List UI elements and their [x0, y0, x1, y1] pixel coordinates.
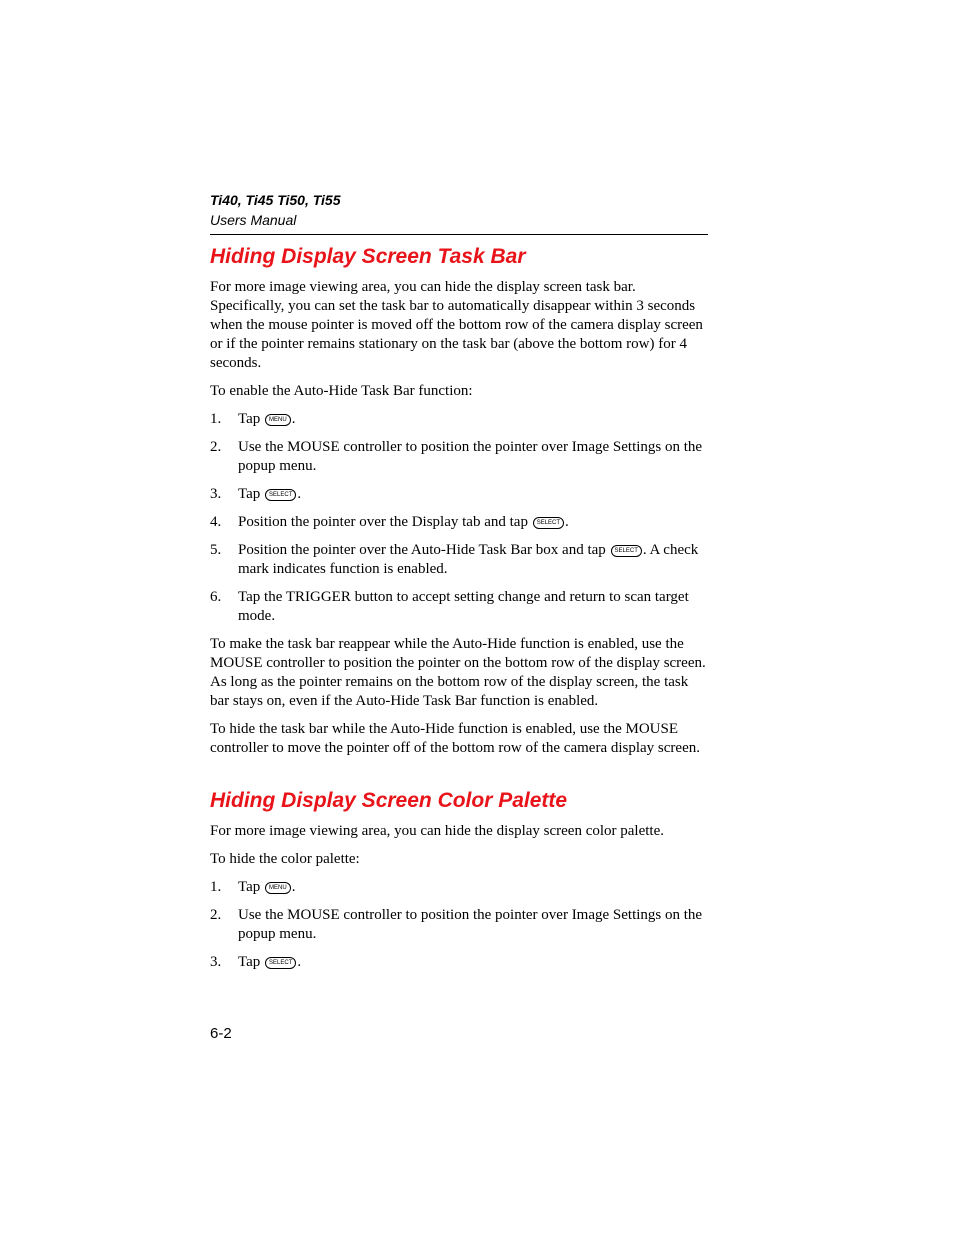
section-title-task-bar: Hiding Display Screen Task Bar: [210, 245, 526, 268]
list-item: 1. Tap MENU .: [210, 879, 296, 895]
color-palette-steps: [210, 878, 708, 972]
model-title: Ti40, Ti45 Ti50, Ti55: [210, 192, 341, 208]
color-palette-lead: To hide the color palette:: [210, 851, 360, 867]
menu-button-icon: MENU: [265, 882, 291, 894]
select-button-icon: SELECT: [533, 517, 564, 529]
list-item: 6. Tap the TRIGGER button to accept setting change and return to scan target mode.: [210, 589, 689, 624]
task-bar-steps: [210, 410, 708, 626]
list-item: 3. Tap SELECT .: [210, 486, 302, 502]
task-bar-hide-paragraph: To hide the task bar while the Auto-Hide function is enabled, use the MOUSE controller to move the pointer off of the bottom row of the camera display screen.: [210, 721, 700, 756]
select-button-icon: SELECT: [265, 957, 296, 969]
page-content: [210, 244, 708, 981]
list-item: 2. Use the MOUSE controller to position the pointer over Image Settings on the popup menu.: [210, 439, 703, 474]
list-item: 2. Use the MOUSE controller to position the pointer over Image Settings on the popup menu.: [210, 907, 703, 942]
manual-title: Users Manual: [210, 212, 297, 228]
header-rule: [210, 234, 708, 235]
page-number: 6-2: [210, 1025, 232, 1042]
list-item: 1. Tap MENU .: [210, 411, 296, 427]
select-button-icon: SELECT: [611, 545, 642, 557]
list-item: 4. Position the pointer over the Display tab and tap SELECT .: [210, 514, 569, 530]
color-palette-intro: For more image viewing area, you can hide the display screen color palette.: [210, 823, 664, 839]
task-bar-reappear-paragraph: To make the task bar reappear while the Auto-Hide function is enabled, use the MOUSE controller to position the pointer on the bottom row of the display screen. As long as the pointer remains on the bottom row of the display screen, the task bar stays on, even if the Auto-Hide Task Bar function is enabled.: [210, 636, 706, 709]
list-item: 5. Position the pointer over the Auto-Hide Task Bar box and tap SELECT . A check mark indicates function is enabled.: [210, 542, 699, 577]
task-bar-lead: To enable the Auto-Hide Task Bar function:: [210, 383, 473, 399]
select-button-icon: SELECT: [265, 489, 296, 501]
running-header: [210, 192, 708, 229]
list-item: 3. Tap SELECT .: [210, 954, 302, 970]
section-title-color-palette: Hiding Display Screen Color Palette: [210, 789, 568, 812]
task-bar-intro: For more image viewing area, you can hide the display screen task bar. Specifically, you can set the task bar to automatically disappear within 3 seconds when the mouse pointer is moved off the bottom row of the camera display screen or if the pointer remains stationary on the task bar (above the bottom row) for 4 seconds.: [210, 279, 703, 371]
menu-button-icon: MENU: [265, 414, 291, 426]
